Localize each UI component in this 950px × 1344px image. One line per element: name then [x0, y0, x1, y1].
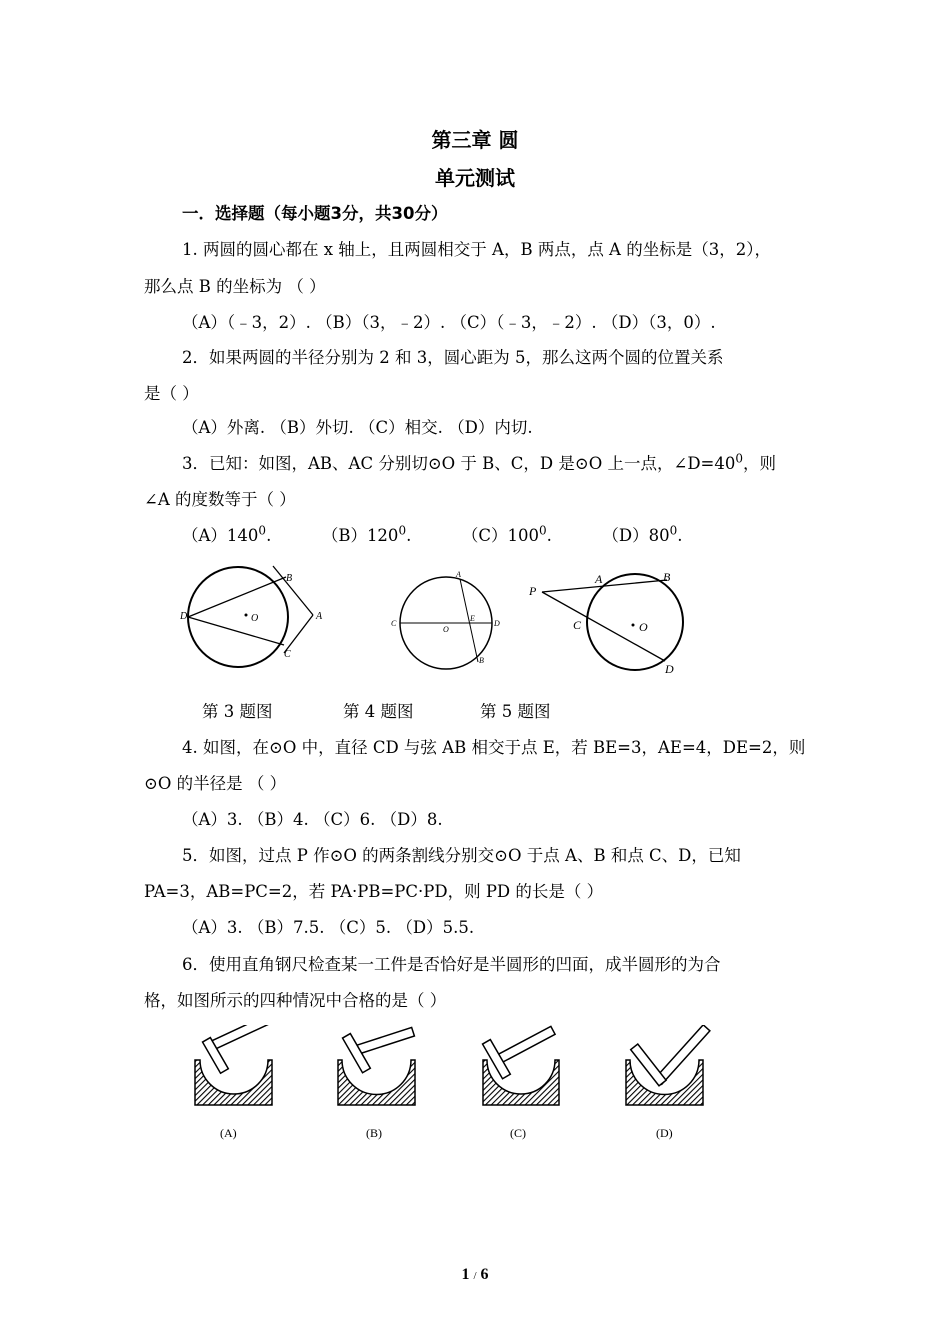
q3-option-d: $(D)80^0$. — [602, 523, 683, 545]
question-5-line-2: PA=3，AB=PC=2，若 PA·PB=PC·PD，则 PD 的长是（ ） — [144, 882, 604, 901]
question-3-line-1 — [182, 450, 776, 474]
q3-option-a: $(A)140^0$. — [182, 523, 272, 545]
workpiece-b — [338, 1027, 415, 1140]
label-a: (A) — [220, 1126, 237, 1140]
svg-text:D: D — [665, 662, 674, 676]
question-1-line-2: 那么点 B 的坐标为 （ ） — [144, 277, 326, 296]
question-4-line-2: ⊙O 的半径是 （ ） — [144, 774, 287, 793]
label-c: (C) — [510, 1126, 526, 1140]
q3-option-c: $(C)100^0$. — [461, 523, 552, 545]
svg-text:D: D — [180, 611, 188, 622]
svg-text:A: A — [595, 572, 603, 586]
svg-text:B: B — [286, 573, 293, 584]
svg-text:B: B — [663, 570, 671, 584]
page-number — [0, 1266, 950, 1284]
label-d: (D) — [656, 1126, 673, 1140]
q3-option-b: $(B)120^0$. — [321, 523, 412, 545]
figure-5-caption: 第 5 题图 — [480, 702, 551, 721]
question-1-options: （A）（﹣3，2）. （B）（3，﹣2）. （C）（﹣3，﹣2）. （D）（3，0）. — [182, 313, 716, 332]
svg-text:O: O — [639, 620, 648, 634]
question-4-options: （A）3. （B）4. （C）6. （D）8. — [182, 810, 443, 829]
svg-text:A: A — [316, 611, 323, 622]
question-2-line-1: 2．如果两圆的半径分别为 2 和 3，圆心距为 5，那么这两个圆的位置关系 — [182, 348, 724, 367]
svg-text:C: C — [391, 619, 397, 628]
page-current: 1 — [461, 1266, 470, 1283]
workpiece-c — [483, 1026, 559, 1140]
degree-sup: 0 — [735, 451, 744, 466]
question-2-line-2: 是（ ） — [144, 384, 199, 403]
page-total: 6 — [480, 1266, 489, 1283]
figure-5 — [525, 565, 695, 680]
page-subtitle: 单元测试 — [435, 166, 515, 190]
question-5-line-1: 5．如图，过点 P 作⊙O 的两条割线分别交⊙O 于点 A、B 和点 C、D，已知 — [182, 846, 741, 865]
svg-text:B: B — [479, 656, 484, 665]
question-2-options: （A）外离. （B）外切. （C）相交. （D）内切. — [182, 418, 533, 437]
figure-3-caption: 第 3 题图 — [202, 702, 273, 721]
question-4-line-1: 4. 如图，在⊙O 中，直径 CD 与弦 AB 相交于点 E，若 BE=3，AE=4，DE=2，则 — [182, 738, 806, 757]
section-heading: 一．选择题（每小题3分，共30分） — [182, 204, 448, 223]
figure-4 — [388, 565, 513, 675]
svg-text:E: E — [470, 614, 475, 623]
svg-text:A: A — [456, 570, 461, 579]
page-title: 第三章 圆 — [431, 128, 519, 152]
question-6-line-1: 6．使用直角钢尺检查某一工件是否恰好是半圆形的凹面，成半圆形的为合 — [182, 955, 721, 974]
label-b: (B) — [366, 1126, 382, 1140]
workpiece-a — [195, 1025, 274, 1140]
question-1-line-1: 1. 两圆的圆心都在 x 轴上，且两圆相交于 A，B 两点，点 A 的坐标是（3，2）， — [182, 240, 771, 259]
question-3-options — [182, 522, 682, 546]
q3-text-a: 3．已知：如图，AB、AC 分别切⊙O 于 B、C，D 是⊙O 上一点，∠D=40 — [182, 454, 736, 473]
workpiece-d — [626, 1025, 710, 1140]
question-6-line-2: 格，如图所示的四种情况中合格的是（ ） — [144, 991, 447, 1010]
svg-text:D: D — [494, 619, 500, 628]
page-separator: / — [473, 1270, 477, 1282]
question-5-options: （A）3. （B）7.5. （C）5. （D）5.5. — [182, 918, 475, 937]
q6-figures — [180, 1025, 740, 1150]
svg-text:O: O — [443, 625, 449, 634]
figure-4-caption: 第 4 题图 — [343, 702, 414, 721]
svg-text:P: P — [529, 584, 537, 598]
svg-text:C: C — [573, 618, 582, 632]
q3-text-b: ，则 — [743, 454, 777, 473]
question-3-line-2: ∠A 的度数等于（ ） — [144, 490, 296, 509]
svg-text:O: O — [251, 613, 259, 624]
svg-text:C: C — [284, 649, 291, 660]
figure-3 — [180, 565, 330, 675]
